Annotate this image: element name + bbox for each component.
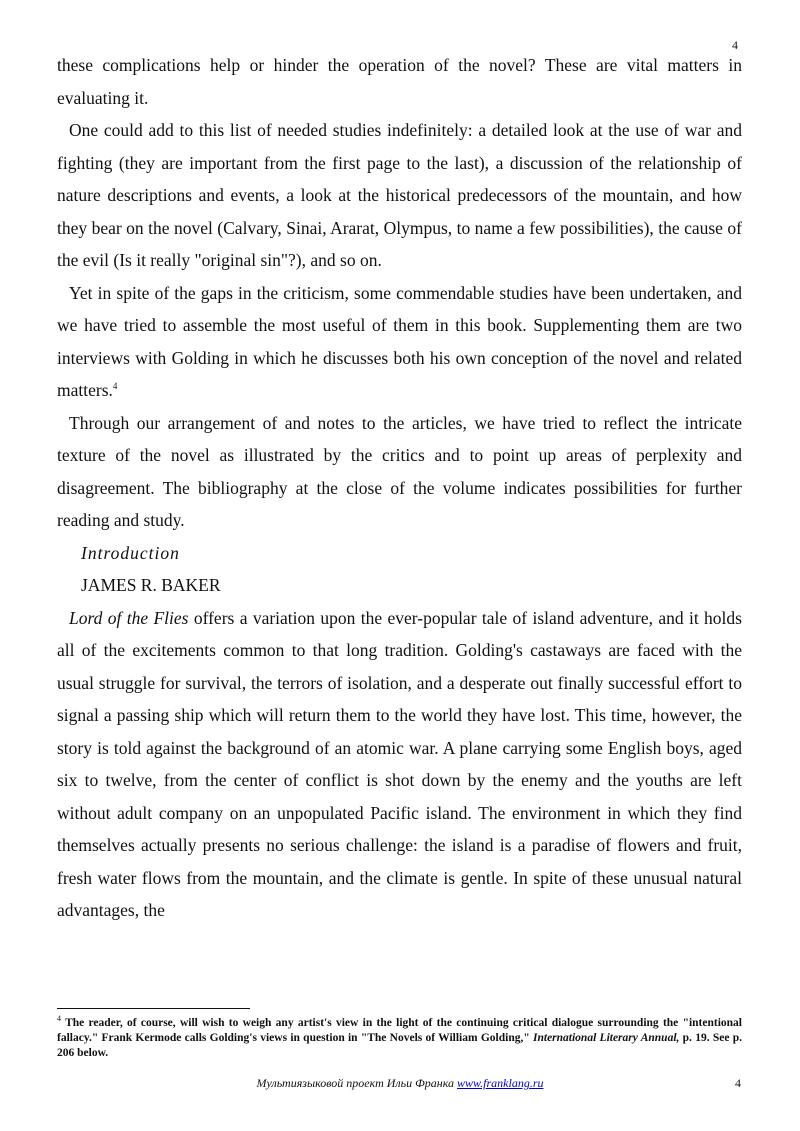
footnote-text-end: p. 19. See p. 206 below. — [57, 1032, 742, 1059]
section-author: JAMES R. BAKER — [81, 575, 221, 595]
footnote-number: 4 — [57, 1014, 61, 1024]
paragraph-commendable-studies — [57, 277, 742, 407]
paragraph-needed-studies: One could add to this list of needed studies indefinitely: a detailed look at the use of war and fighting (they are important from the first page to the last), a discussion of the relationship of nature descriptions and events, a look at the historical predecessors of the mountain, and how they bear on the novel (Calvary, Sinai, Ararat, Olympus, to name a few possibilities), the cause of the evil (Is it really "original sin"?), and so on. — [57, 120, 742, 270]
section-title: Introduction — [81, 542, 180, 563]
paragraph-continuation: these complications help or hinder the operation of the novel? These are vital matters in evaluating it. — [57, 55, 742, 108]
footnote-divider — [57, 1008, 250, 1009]
footnote — [57, 1016, 742, 1061]
body-text — [57, 49, 742, 927]
paragraph-text: Yet in spite of the gaps in the criticism, some commendable studies have been undertaken, and we have tried to assemble the most useful of them in this book. Supplementing them are two interviews with Golding in which he discusses both his own conception of the novel and related matters. — [57, 282, 742, 400]
footer-link[interactable]: www.franklang.ru — [457, 1076, 544, 1090]
page-footer — [0, 1076, 800, 1091]
footnote-reference[interactable]: 4 — [112, 381, 118, 392]
footnote-journal: International Literary Annual, — [533, 1032, 680, 1044]
book-title: Lord of the Flies — [69, 607, 189, 628]
page-number-top: 4 — [732, 38, 738, 52]
footnote-text: The reader, of course, will wish to weigh any artist's view in the light of the continuing critical dialogue surrounding the "intentional fallacy." Frank Kermode calls Golding's views in question in "The Novels of William Golding," — [57, 1017, 742, 1044]
paragraph-intro-text: offers a variation upon the ever-popular tale of island adventure, and it holds all of the excitements common to that long tradition. Golding's castaways are faced with the usual struggle for survival, the terrors of isolation, and a desperate out finally successful effort to signal a passing ship which will return them to the world they have lost. This time, however, the story is told against the background of an atomic war. A plane carrying some English boys, aged six to twelve, from the center of conflict is shot down by the enemy and the youths are left without adult company on an unpopulated Pacific island. The environment in which they find themselves actually presents no serious challenge: the island is a paradise of flowers and fruit, fresh water flows from the mountain, and the climate is gentle. In spite of these unusual natural advantages, the — [57, 607, 742, 920]
paragraph-intro — [57, 602, 742, 927]
paragraph-arrangement: Through our arrangement of and notes to the articles, we have tried to reflect the intricate texture of the novel as illustrated by the critics and to point up areas of perplexity and disagreement. The bibliography at the close of the volume indicates possibilities for further reading and study. — [57, 412, 742, 530]
footer-project-text: Мультиязыковой проект Ильи Франка — [256, 1076, 458, 1090]
page-number-bottom: 4 — [735, 1076, 741, 1090]
